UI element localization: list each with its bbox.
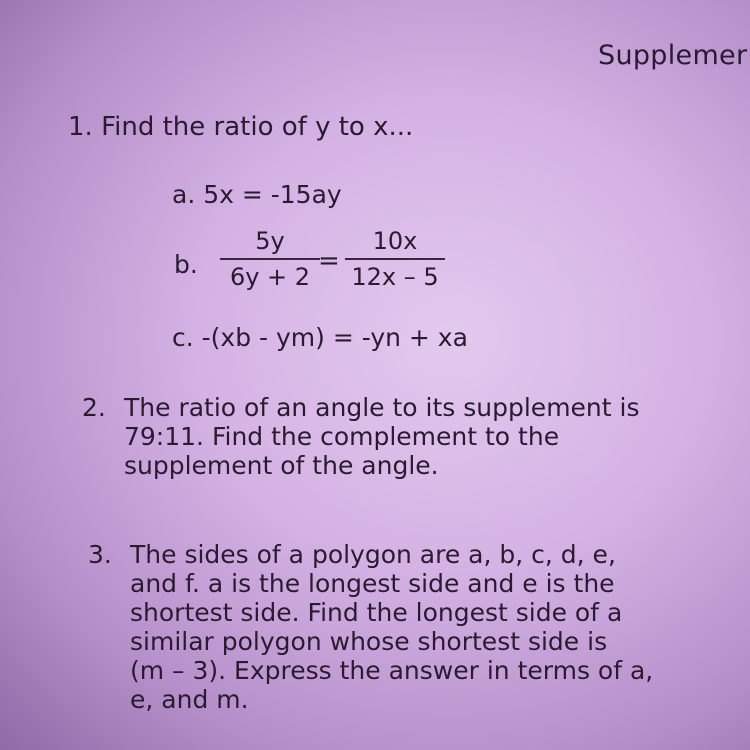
part-b-left-fraction — [220, 227, 320, 291]
right-numerator: 10x — [372, 227, 418, 255]
question-1-part-c: c. -(xb - ym) = -yn + xa — [172, 323, 468, 352]
question-1-part-a: a. 5x = -15ay — [172, 180, 342, 209]
worksheet-title: Supplemer — [598, 40, 748, 71]
question-2 — [82, 393, 702, 480]
part-b-right-fraction — [345, 227, 445, 291]
part-b-equals-sign: = — [318, 246, 340, 276]
right-denominator: 12x – 5 — [351, 263, 439, 291]
question-3-text: The sides of a polygon are a, b, c, d, e, and f. a is the longest side and e is the shortest side. Find the longest side of a similar polygon whose shortest side is (m – 3). Express the answer in terms of a, e, and m. — [130, 540, 654, 714]
question-2-text: The ratio of an angle to its supplement is 79:11. Find the complement to the supplement of the angle. — [124, 393, 640, 480]
left-numerator: 5y — [255, 227, 285, 255]
left-denominator: 6y + 2 — [229, 263, 311, 291]
question-3 — [88, 540, 708, 714]
question-3-number: 3. — [88, 540, 112, 569]
question-1-part-b-label: b. — [174, 250, 198, 279]
question-2-number: 2. — [82, 393, 106, 422]
question-1-prompt: 1. Find the ratio of y to x... — [68, 112, 414, 142]
